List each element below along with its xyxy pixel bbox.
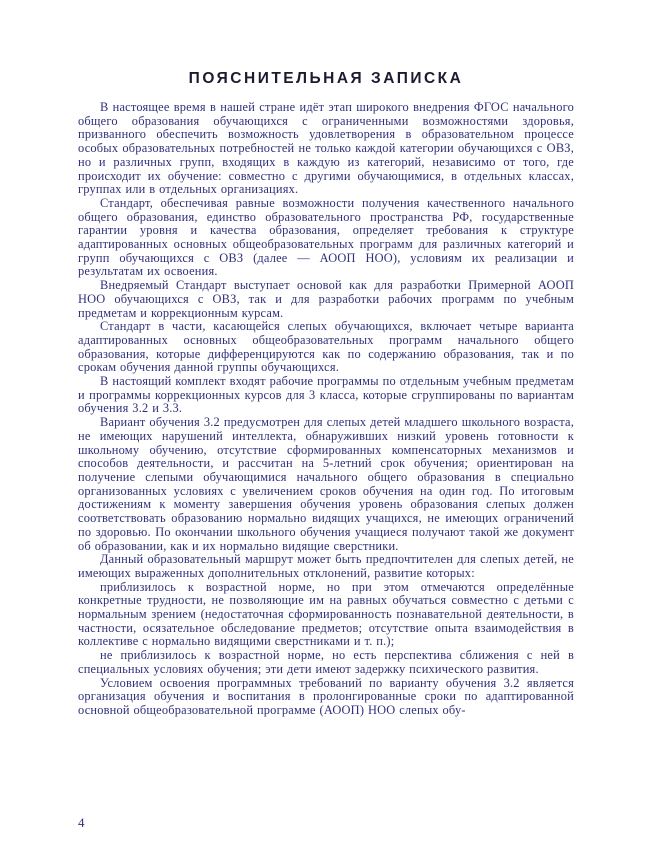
paragraph-standard-requirements: Стандарт, обеспечивая равные возможности получения качественного начального общего образования, единство образовательного пространства РФ, государственные гарантии уровня и качества образования, определяет требования к структуре адаптированных основных общеобразовательных программ для различных категорий и групп обучающихся с ОВЗ (далее — АООП НОО), условиям их реализации и результатам их освоения. xyxy=(78,195,574,279)
paragraph-intro-fgos: В настоящее время в нашей стране идёт этап широкого внедрения ФГОС начального общего образования обучающихся с ограниченными возможностями здоровья, призванного обеспечить возможность удовлетворения в образовательном процессе особых образовательных потребностей не только каждой категории обучающихся с ОВЗ, но и различных групп, входящих в каждую из категорий, независимо от того, где происходит их обучение: совместно с другими обучающимися, в отдельных классах, группах или в отдельных организациях. xyxy=(78,100,574,197)
paragraph-not-close-to-norm: не приблизилось к возрастной норме, но есть перспектива сближения с ней в специальных условиях обучения; эти дети имеют задержку психического развития. xyxy=(78,648,574,676)
paragraph-route-preference: Данный образовательный маршрут может быть предпочтителен для слепых детей, не имеющих выраженных дополнительных отклонений, развитие которых: xyxy=(78,552,574,580)
paragraph-komplekt: В настоящий комплект входят рабочие программы по отдельным учебным предметам и программы коррекционных курсов для 3 класса, которые сгруппированы по вариантам обучения 3.2 и 3.3. xyxy=(78,374,574,416)
page-title: ПОЯСНИТЕЛЬНАЯ ЗАПИСКА xyxy=(188,70,464,87)
paragraph-variant-3-2: Вариант обучения 3.2 предусмотрен для слепых детей младшего школьного возраста, не имеющих нарушений интеллекта, обнаруживших низкий уровень готовности к школьному обучению, отсутствие сформированных компенсаторных механизмов и способов деятельности, и рассчитан на 5-летний срок обучения; ориентирован на получение слепыми обучающимися начального общего образования в специально организованных условиях с увеличением сроков обучения на один год. По итоговым достижениям к моменту завершения обучения уровень образования слепых должен соответствовать образованию нормально видящих учащихся, не имеющих ограничений по здоровью. По окончании школьного обучения учащиеся получают такой же документ об образовании, как и их нормально видящие сверстники. xyxy=(78,415,574,553)
paragraph-close-to-norm: приблизилось к возрастной норме, но при этом отмечаются определённые конкретные трудности, не позволяющие им на равных обучаться совместно с детьми с нормальным зрением (недостаточная сформированность познавательной деятельности, в частности, осязательное обследование предметов; отсутствие опыта взаимодействия в коллективе с нормально видящими сверстниками и т. п.); xyxy=(78,579,574,649)
paragraph-four-variants: Стандарт в части, касающейся слепых обучающихся, включает четыре варианта адаптированных основных общеобразовательных программ начального общего образования, которые дифференцируются как по содержанию образования, так и по срокам обучения данной группы обучающихся. xyxy=(78,319,574,375)
paragraph-standard-basis: Внедряемый Стандарт выступает основой как для разработки Примерной АООП НОО обучающихся с ОВЗ, так и для разработки рабочих программ по учебным предметам и коррекционным курсам. xyxy=(78,278,574,320)
paragraph-condition: Условием освоения программных требований по варианту обучения 3.2 является организация обучения и воспитания в пролонгированные сроки по адаптированной основной общеобразовательной программе (АООП) НОО слепых обу- xyxy=(78,675,574,717)
page-number: 4 xyxy=(78,815,85,830)
body-text xyxy=(78,101,574,718)
